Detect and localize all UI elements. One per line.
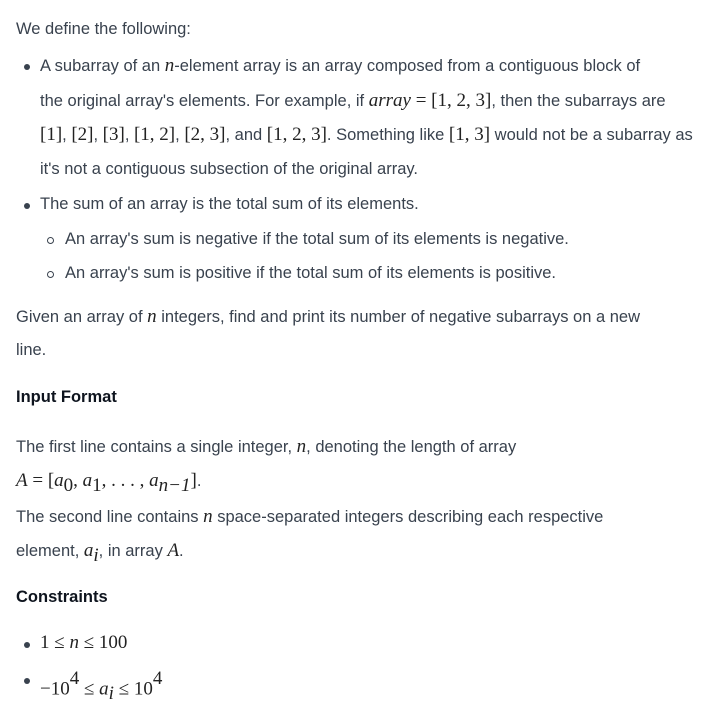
text-run: , and [225, 126, 267, 144]
math-a: a [149, 470, 159, 491]
text-run: Given an array of [16, 308, 148, 326]
math-exponent: 4 [152, 668, 163, 689]
bullet-disc-icon [24, 203, 30, 209]
bullet-disc-icon [24, 678, 30, 684]
math-subscript: 1 [92, 474, 102, 496]
subarray-definition-line-3 [40, 124, 693, 146]
math-subarray: [1, 3] [448, 124, 491, 145]
text-run: , in array [98, 542, 168, 560]
input-format-heading: Input Format [16, 388, 117, 406]
math-exponent: 4 [69, 668, 80, 689]
text-run: The first line contains a single integer, [16, 438, 297, 456]
math-A: A [16, 470, 28, 491]
bullet-circle-icon [47, 237, 54, 244]
text-run: . Something like [326, 126, 449, 144]
math-array-var: array [368, 90, 411, 111]
bullet-disc-icon [24, 642, 30, 648]
math-eq: = [ [27, 470, 55, 491]
math-ellipsis: , . . . , [101, 470, 150, 491]
text-run: the original array's elements. For example, if [40, 92, 369, 110]
constraint-ai [40, 668, 162, 705]
text-run: The second line contains [16, 508, 204, 526]
math-n: n [147, 306, 157, 327]
math-subscript: 0 [63, 474, 74, 496]
math-sep: , [73, 470, 83, 491]
input-format-line-3 [16, 506, 603, 528]
task-line-1 [16, 306, 640, 328]
math-subarray: [2] [71, 124, 94, 145]
text-run: , denoting the length of array [306, 438, 517, 456]
positive-sum-definition: An array's sum is positive if the total sum of its elements is positive. [65, 264, 557, 282]
math-n: n [203, 506, 213, 527]
math-subarray: [2, 3] [184, 124, 226, 145]
math-subarray: [3] [102, 124, 125, 145]
text-run: would not be a subarray as [490, 126, 693, 144]
math-subscript: i [93, 544, 99, 566]
math-n: n [69, 632, 79, 653]
constraints-heading: Constraints [16, 588, 108, 606]
text-run: A subarray of an [40, 57, 165, 75]
input-format-line-1 [16, 436, 516, 458]
math-subarray: [1, 2, 3] [266, 124, 327, 145]
text-run: . [179, 542, 184, 560]
text-run: space-separated integers describing each respective [212, 508, 604, 526]
math-run: −10 [40, 678, 70, 700]
intro-text: We define the following: [16, 20, 191, 38]
math-array-value: = [1, 2, 3] [410, 90, 492, 111]
math-subarray: [1, 2] [133, 124, 176, 145]
input-format-line-4 [16, 540, 184, 567]
math-run: ≤ 100 [78, 632, 128, 653]
subarray-definition-line-1 [40, 55, 640, 77]
bullet-circle-icon [47, 271, 54, 278]
bullet-disc-icon [24, 64, 30, 70]
math-run: ≤ [79, 678, 100, 700]
math-n: n [164, 55, 175, 76]
constraint-n [40, 632, 127, 654]
math-subarray: [1] [40, 124, 63, 145]
text-run: . [196, 472, 202, 490]
math-subscript: n−1 [158, 474, 191, 496]
math-a: a [99, 678, 109, 700]
task-line-2: line. [16, 341, 47, 359]
text-run: integers, find and print its number of negative subarrays on a new [156, 308, 641, 326]
subarray-definition-line-2 [40, 90, 666, 112]
text-run: , [175, 126, 185, 144]
text-run: , [93, 126, 103, 144]
text-run: , [124, 126, 134, 144]
math-bracket: ] [190, 470, 197, 491]
math-run: 1 ≤ [40, 632, 70, 653]
math-run: ≤ 10 [113, 678, 153, 700]
text-run: , then the subarrays are [491, 92, 666, 110]
text-run: , [62, 126, 72, 144]
text-run: element, [16, 542, 84, 560]
math-n: n [296, 436, 307, 457]
math-A: A [167, 540, 180, 561]
math-a: a [82, 470, 93, 491]
math-a: a [83, 540, 94, 561]
input-format-line-2 [16, 470, 201, 497]
subarray-definition-line-4: it's not a contiguous subsection of the original array. [40, 160, 418, 178]
math-a: a [54, 470, 64, 491]
text-run: -element array is an array composed from a contiguous block of [174, 57, 641, 75]
math-subscript: i [108, 683, 114, 705]
negative-sum-definition: An array's sum is negative if the total sum of its elements is negative. [65, 230, 569, 248]
sum-definition: The sum of an array is the total sum of its elements. [40, 195, 419, 213]
